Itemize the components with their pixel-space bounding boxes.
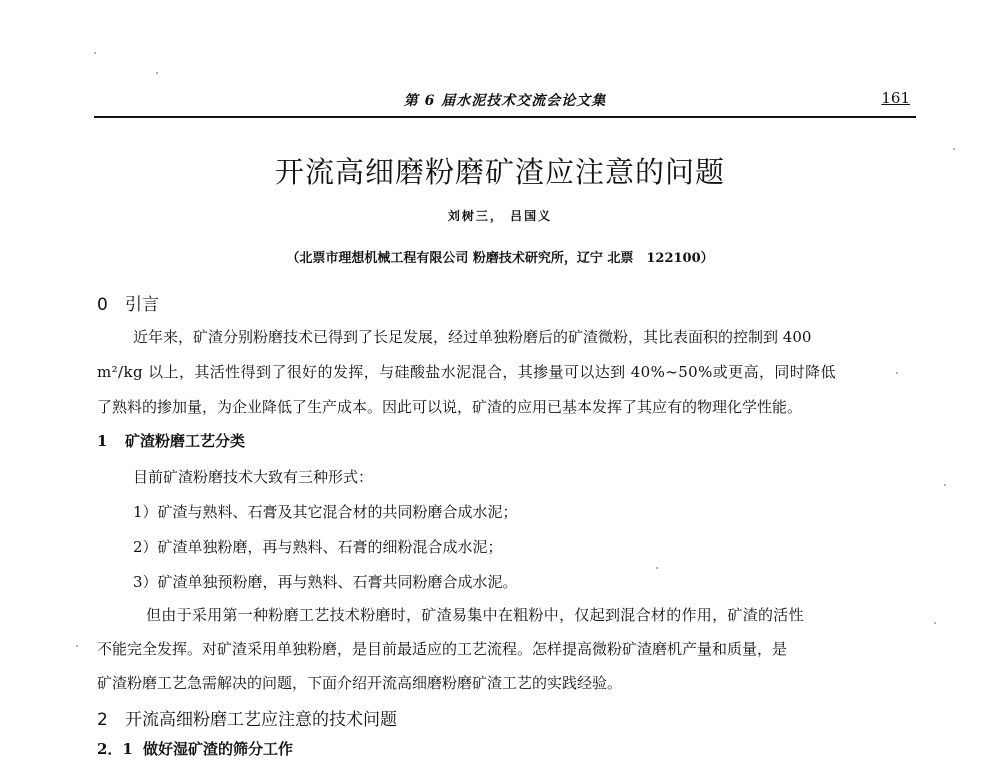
section-title: 引言 <box>125 295 159 315</box>
scan-speck <box>94 52 96 54</box>
section-heading-1 <box>97 430 245 451</box>
header-rule <box>94 116 916 118</box>
scan-speck <box>896 372 898 374</box>
running-header <box>94 88 916 116</box>
scan-speck <box>656 567 658 569</box>
page-number: 161 <box>881 89 910 107</box>
paragraph-line: 矿渣粉磨工艺急需解决的问题，下面介绍开流高细磨粉磨矿渣工艺的实践经验。 <box>97 674 623 692</box>
running-title: 第 6 届水泥技术交流会论文集 <box>403 93 607 109</box>
section-title: 开流高细粉磨工艺应注意的技术问题 <box>125 710 397 730</box>
paper-title: 开流高细磨粉磨矿渣应注意的问题 <box>274 155 725 189</box>
subsection-heading-2-1 <box>97 738 293 759</box>
subsection-number: 2．1 <box>97 740 133 758</box>
list-item: 3）矿渣单独预粉磨，再与熟料、石膏共同粉磨合成水泥。 <box>133 573 518 591</box>
subsection-title: 做好湿矿渣的筛分工作 <box>143 740 294 758</box>
section-number: 1 <box>97 432 108 450</box>
paragraph-line: 了熟料的掺加量，为企业降低了生产成本。因此可以说，矿渣的应用已基本发挥了其应有的物理化学性能。 <box>97 398 803 416</box>
scan-speck <box>934 622 936 624</box>
paragraph-lead: 目前矿渣粉磨技术大致有三种形式： <box>133 468 374 486</box>
paragraph-line: 近年来，矿渣分别粉磨技术已得到了长足发展，经过单独粉磨后的矿渣微粉，其比表面积的控制到 400 <box>133 328 812 346</box>
scan-speck <box>944 484 946 486</box>
list-item: 2）矿渣单独粉磨，再与熟料、石膏的细粉混合成水泥； <box>133 538 503 556</box>
authors: 刘树三， 吕国义 <box>447 209 553 223</box>
paragraph-line: 但由于采用第一种粉磨工艺技术粉磨时，矿渣易集中在粗粉中，仅起到混合材的作用，矿渣的活性 <box>146 606 804 624</box>
affiliation: （北票市理想机械工程有限公司 粉磨技术研究所，辽宁 北票 122100） <box>286 251 714 266</box>
paragraph-line: m²/kg 以上，其活性得到了很好的发挥，与硅酸盐水泥混合，其掺量可以达到 40%~50%或更高，同时降低 <box>97 363 836 381</box>
scan-speck <box>76 645 78 647</box>
list-item: 1）矿渣与熟料、石膏及其它混合材的共同粉磨合成水泥； <box>133 503 518 521</box>
section-number: 2 <box>97 710 108 730</box>
section-heading-2 <box>97 705 397 730</box>
scan-speck <box>156 72 158 74</box>
paragraph-line: 不能完全发挥。对矿渣采用单独粉磨，是目前最适应的工艺流程。怎样提高微粉矿渣磨机产量和质量，是 <box>97 640 788 658</box>
section-number: 0 <box>97 295 108 315</box>
section-heading-intro <box>97 290 159 315</box>
section-title: 矿渣粉磨工艺分类 <box>125 432 246 450</box>
